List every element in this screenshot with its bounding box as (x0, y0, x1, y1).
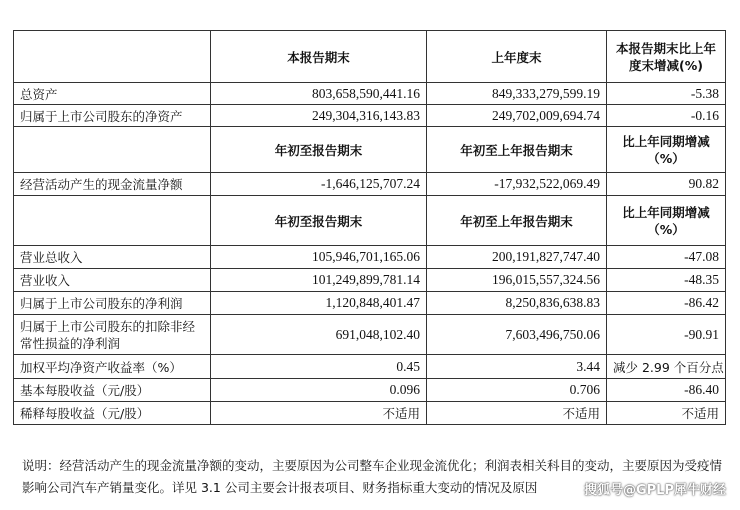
row-value-previous: 200,191,827,747.40 (427, 246, 607, 269)
row-value-change: -0.16 (607, 105, 726, 127)
row-label: 总资产 (14, 83, 211, 105)
row-value-current: 不适用 (211, 402, 427, 425)
row-label: 稀释每股收益（元/股） (14, 402, 211, 425)
row-value-change: 90.82 (607, 173, 726, 196)
table-row (14, 379, 726, 402)
table-row (14, 402, 726, 425)
row-value-current: 803,658,590,441.16 (211, 83, 427, 105)
row-value-change: 不适用 (607, 402, 726, 425)
row-value-current: 101,249,899,781.14 (211, 269, 427, 292)
row-value-previous: 249,702,009,694.74 (427, 105, 607, 127)
watermark: 搜狐号@GPLP犀牛财经 (583, 483, 726, 498)
row-value-change: -86.40 (607, 379, 726, 402)
header-blank (14, 31, 211, 83)
table-row (14, 246, 726, 269)
row-value-change: 减少 2.99 个百分点 (607, 355, 726, 379)
header-current-period-end: 本报告期末 (211, 31, 427, 83)
header-yoy-change: 比上年同期增减（%） (607, 196, 726, 246)
row-label: 营业收入 (14, 269, 211, 292)
header-row-1 (14, 31, 726, 83)
row-value-previous: 7,603,496,750.06 (427, 315, 607, 355)
header-prior-ytd: 年初至上年报告期末 (427, 196, 607, 246)
row-label: 归属于上市公司股东的扣除非经常性损益的净利润 (14, 315, 211, 355)
table-row (14, 315, 726, 355)
row-label: 经营活动产生的现金流量净额 (14, 173, 211, 196)
row-label: 归属于上市公司股东的净利润 (14, 292, 211, 315)
header-prior-ytd: 年初至上年报告期末 (427, 127, 607, 173)
financial-table (13, 30, 726, 425)
row-value-current: 691,048,102.40 (211, 315, 427, 355)
row-value-previous: 8,250,836,638.83 (427, 292, 607, 315)
row-value-current: 249,304,316,143.83 (211, 105, 427, 127)
row-value-previous: 3.44 (427, 355, 607, 379)
row-value-previous: 849,333,279,599.19 (427, 83, 607, 105)
row-label: 归属于上市公司股东的净资产 (14, 105, 211, 127)
header-ytd: 年初至报告期末 (211, 127, 427, 173)
row-value-current: -1,646,125,707.24 (211, 173, 427, 196)
row-value-change: -86.42 (607, 292, 726, 315)
row-value-change: -47.08 (607, 246, 726, 269)
header-ytd: 年初至报告期末 (211, 196, 427, 246)
header-row-2 (14, 127, 726, 173)
row-label: 加权平均净资产收益率（%） (14, 355, 211, 379)
row-value-change: -48.35 (607, 269, 726, 292)
row-value-previous: 不适用 (427, 402, 607, 425)
table-row (14, 173, 726, 196)
row-value-current: 0.096 (211, 379, 427, 402)
row-value-previous: 0.706 (427, 379, 607, 402)
row-value-current: 1,120,848,401.47 (211, 292, 427, 315)
table-row (14, 105, 726, 127)
header-row-3 (14, 196, 726, 246)
header-change-vs-last-year-end: 本报告期末比上年度末增减(%) (607, 31, 726, 83)
header-last-year-end: 上年度末 (427, 31, 607, 83)
header-yoy-change: 比上年同期增减（%） (607, 127, 726, 173)
header-blank (14, 196, 211, 246)
row-value-previous: -17,932,522,069.49 (427, 173, 607, 196)
row-value-change: -90.91 (607, 315, 726, 355)
row-value-current: 105,946,701,165.06 (211, 246, 427, 269)
table-row (14, 292, 726, 315)
header-blank (14, 127, 211, 173)
table-row (14, 355, 726, 379)
row-label: 营业总收入 (14, 246, 211, 269)
footnote: 说明：经营活动产生的现金流量净额的变动，主要原因为公司整车企业现金流优化；利润表相关科目的变动，主要原因为受疫情影响公司汽车产销量变化。详见 3.1 公司主要会计报表项目、财务指标重大变动的情况及原因 (22, 458, 723, 495)
row-value-change: -5.38 (607, 83, 726, 105)
row-value-current: 0.45 (211, 355, 427, 379)
table-row (14, 269, 726, 292)
row-value-previous: 196,015,557,324.56 (427, 269, 607, 292)
row-label: 基本每股收益（元/股） (14, 379, 211, 402)
table-row (14, 83, 726, 105)
